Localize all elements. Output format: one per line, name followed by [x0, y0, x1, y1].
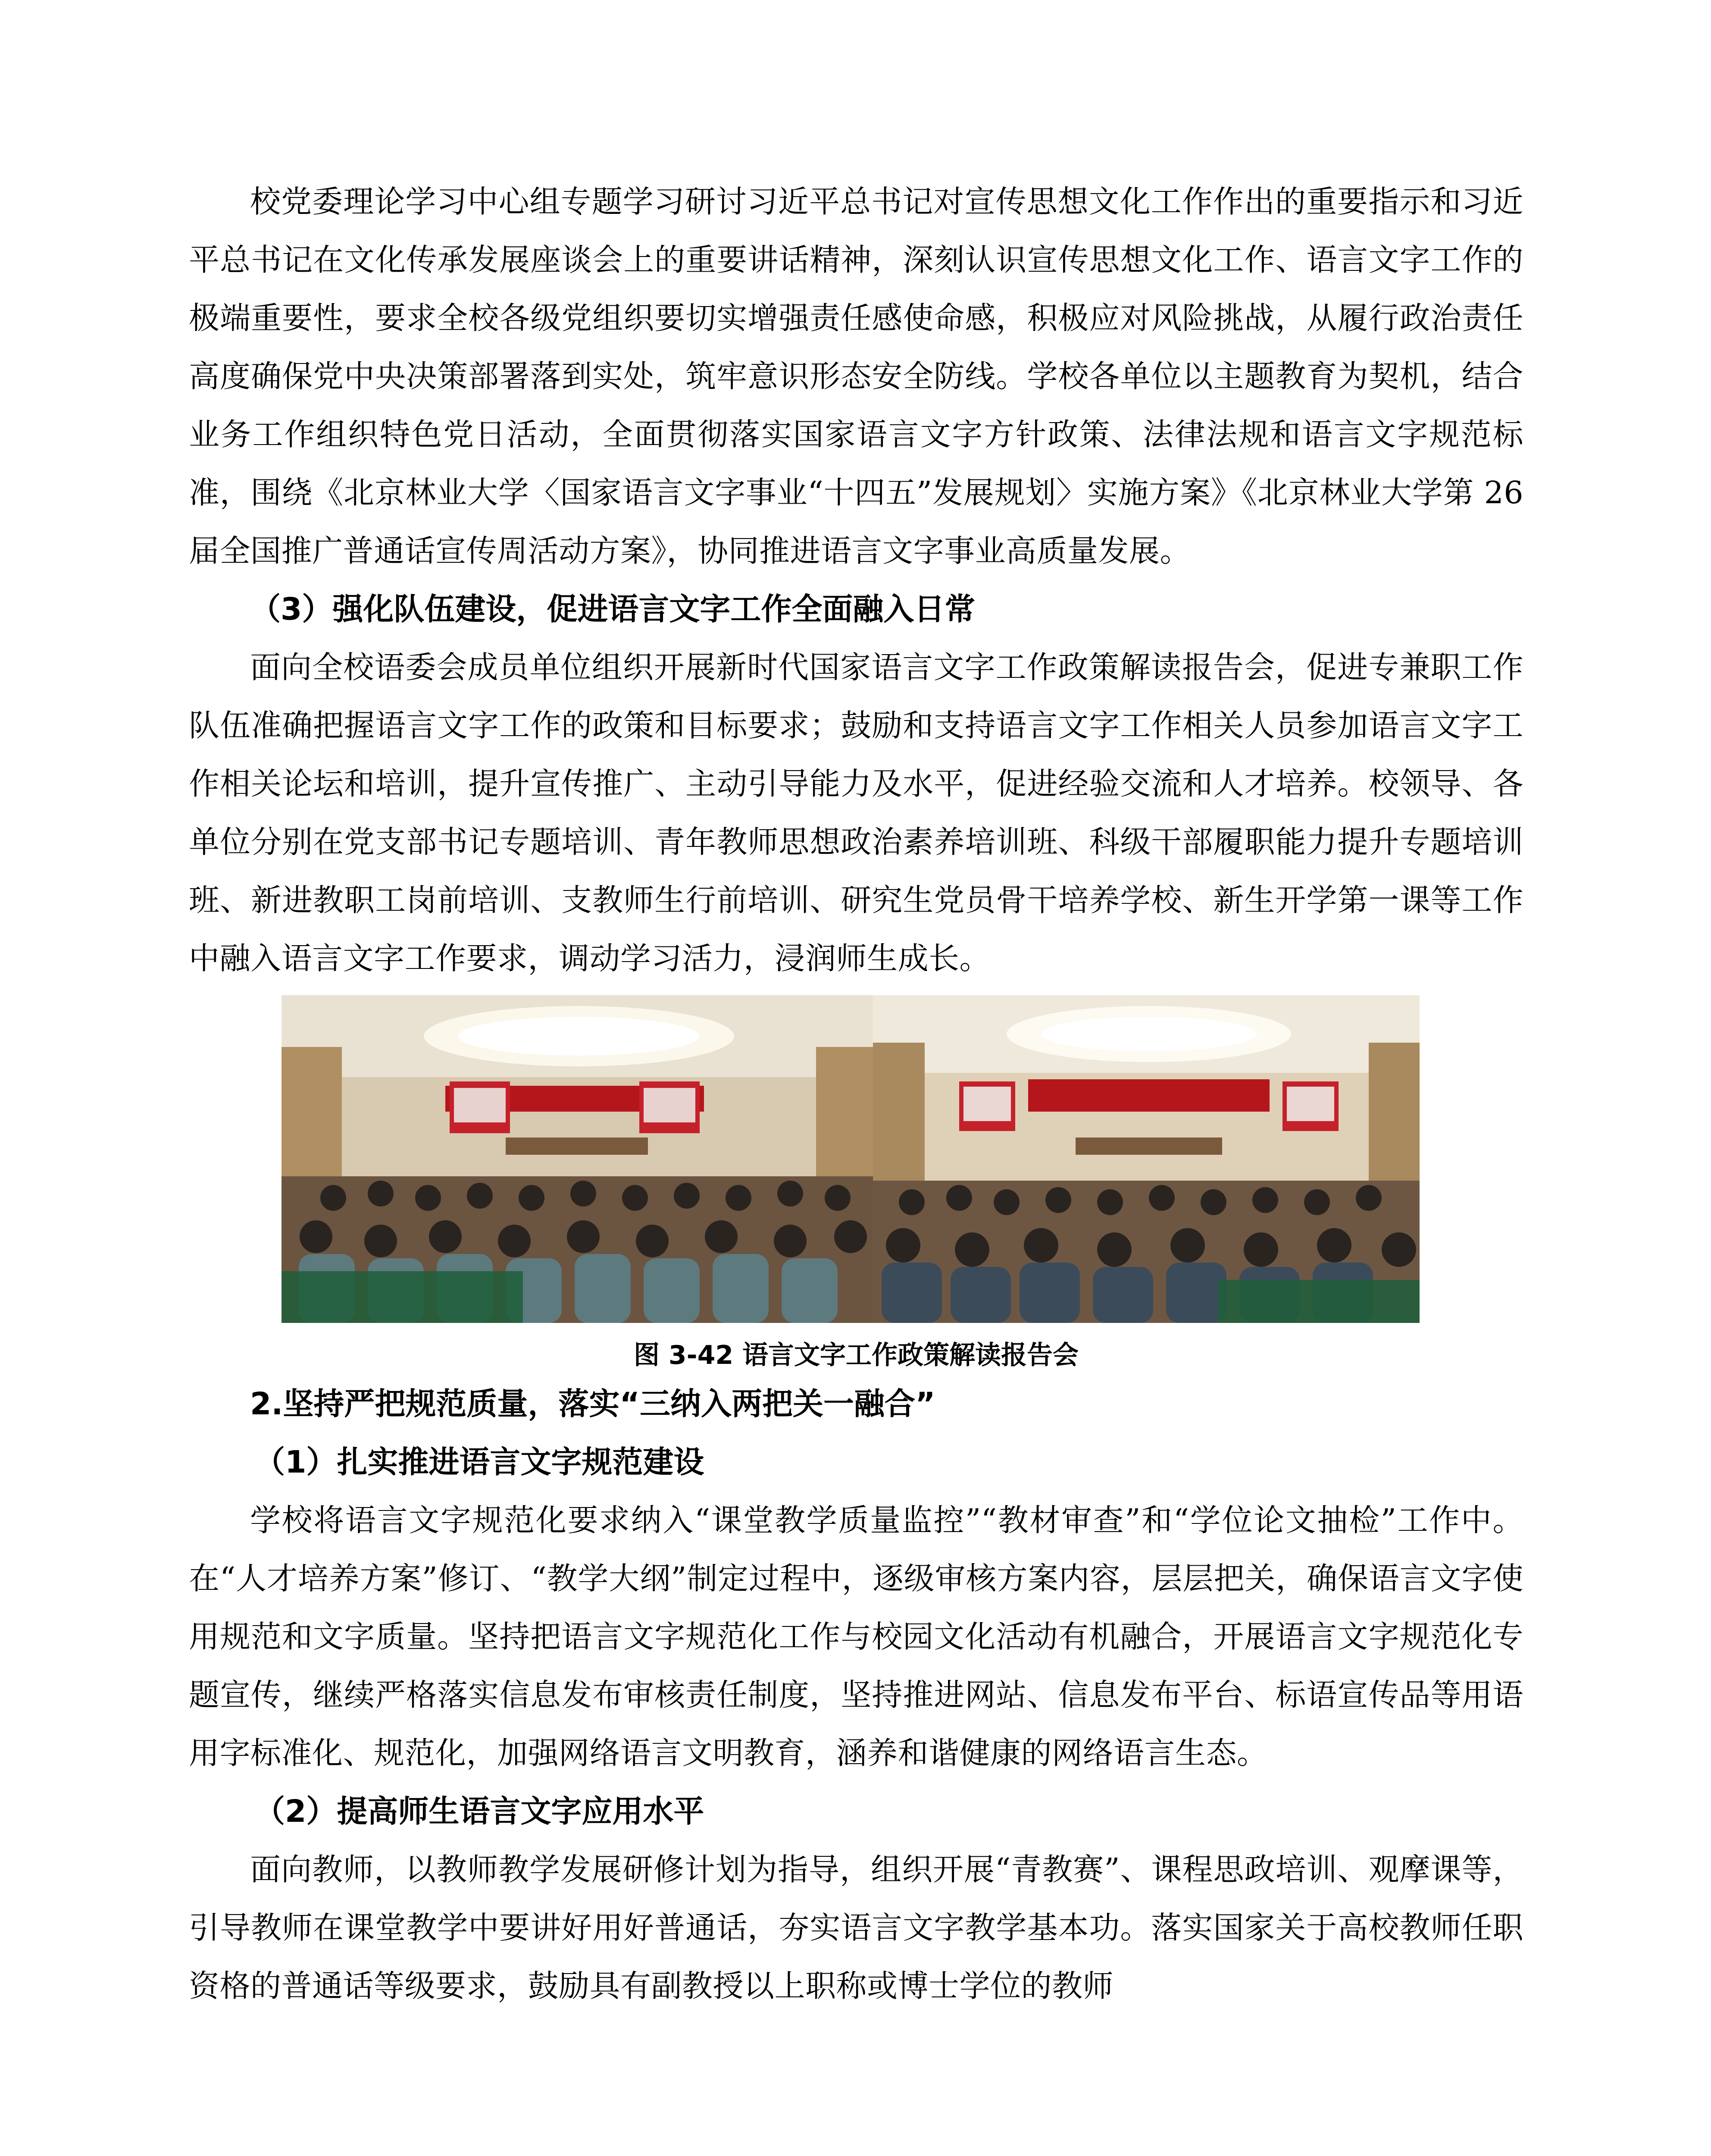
- paragraph-application-level: 面向教师，以教师教学发展研修计划为指导，组织开展“青教赛”、课程思政培训、观摩课等，引导教师在课堂教学中要讲好用好普通话，夯实语言文字教学基本功。落实国家关于高校教师任职资格的普通话等级要求，鼓励具有副教授以上职称或博士学位的教师: [189, 1852, 1523, 2004]
- paragraph-theory-study: 校党委理论学习中心组专题学习研讨习近平总书记对宣传思想文化工作作出的重要指示和习近平总书记在文化传承发展座谈会上的重要讲话精神，深刻认识宣传思想文化工作、语言文字工作的极端重要性，要求全校各级党组织要切实增强责任感使命感，积极应对风险挑战，从履行政治责任高度确保党中央决策部署落到实处，筑牢意识形态安全防线。学校各单位以主题教育为契机，结合业务工作组织特色党日活动，全面贯彻落实国家语言文字方针政策、法律法规和语言文字规范标准，围绕《北京林业大学〈国家语言文字事业“十四五”发展规划〉实施方案》《北京林业大学第 26 届全国推广普通话宣传周活动方案》，协同推进语言文字事业高质量发展。: [189, 184, 1523, 569]
- meeting-hall-photo-right: [873, 995, 1420, 1323]
- meeting-hall-photo-left: [282, 995, 873, 1323]
- heading-standard-construction: （1）扎实推进语言文字规范建设: [254, 1444, 704, 1480]
- heading-standard-quality: 2.坚持严把规范质量，落实“三纳入两把关一融合”: [250, 1386, 935, 1422]
- figure-caption: 图 3-42 语言文字工作政策解读报告会: [634, 1340, 1079, 1370]
- heading-team-building: （3）强化队伍建设，促进语言文字工作全面融入日常: [250, 591, 976, 627]
- meeting-photo-left-image: [282, 995, 873, 1323]
- figure-policy-report-meeting: [282, 995, 1420, 1323]
- paragraph-standard-construction: 学校将语言文字规范化要求纳入“课堂教学质量监控”“教材审查”和“学位论文抽检”工作中。在“人才培养方案”修订、“教学大纲”制定过程中，逐级审核方案内容，层层把关，确保语言文字使用规范和文字质量。坚持把语言文字规范化工作与校园文化活动有机融合，开展语言文字规范化专题宣传，继续严格落实信息发布审核责任制度，坚持推进网站、信息发布平台、标语宣传品等用语用字标准化、规范化，加强网络语言文明教育，涵养和谐健康的网络语言生态。: [189, 1502, 1523, 1771]
- page-content: [189, 172, 1523, 2015]
- paragraph-team-building: 面向全校语委会成员单位组织开展新时代国家语言文字工作政策解读报告会，促进专兼职工作队伍准确把握语言文字工作的政策和目标要求；鼓励和支持语言文字工作相关人员参加语言文字工作相关论坛和培训，提升宣传推广、主动引导能力及水平，促进经验交流和人才培养。校领导、各单位分别在党支部书记专题培训、青年教师思想政治素养培训班、科级干部履职能力提升专题培训班、新进教职工岗前培训、支教师生行前培训、研究生党员骨干培养学校、新生开学第一课等工作中融入语言文字工作要求，调动学习活力，浸润师生成长。: [189, 649, 1523, 976]
- heading-application-level: （2）提高师生语言文字应用水平: [254, 1793, 704, 1829]
- meeting-photo-right-image: [873, 995, 1420, 1323]
